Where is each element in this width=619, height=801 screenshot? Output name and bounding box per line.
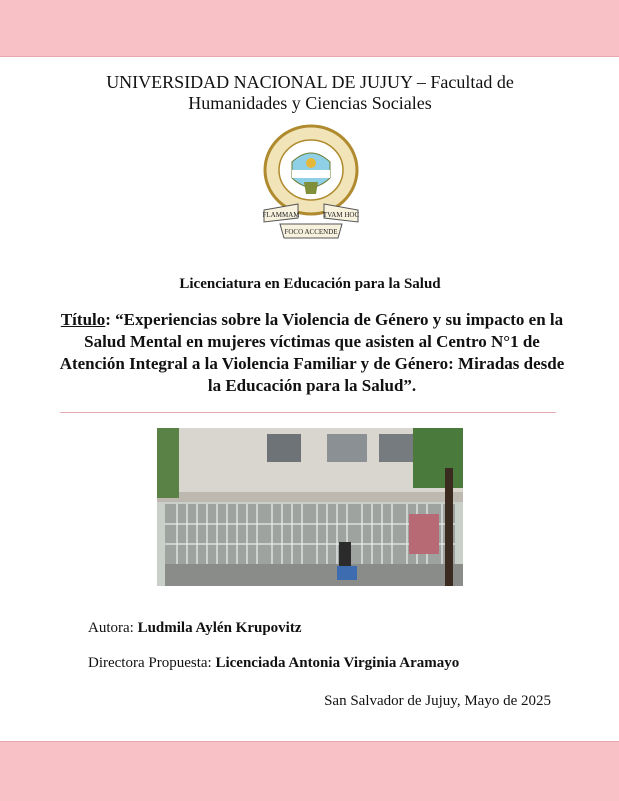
director-line xyxy=(88,655,459,672)
university-seal xyxy=(258,122,364,244)
university-name: UNIVERSIDAD NACIONAL DE JUJUY – Facultad de xyxy=(106,72,514,92)
divider xyxy=(60,412,556,413)
title-label: Título xyxy=(60,310,106,329)
svg-text:FOCO ACCENDE: FOCO ACCENDE xyxy=(284,228,338,236)
author-name: Ludmila Aylén Krupovitz xyxy=(137,620,302,636)
top-pink-band xyxy=(0,0,619,57)
career-name: Licenciatura en Educación para la Salud xyxy=(179,276,441,292)
title-text: “Experiencias sobre la Violencia de Género y su impacto en la Salud Mental en mujeres víctimas que asisten al Centro N°1 de Atención Integral a la Violencia Familiar y de Género: Miradas desde la Educación para la Salud”. xyxy=(59,310,565,395)
author-line xyxy=(88,620,302,637)
faculty-name: Humanidades y Ciencias Sociales xyxy=(188,93,432,113)
svg-text:TVAM HOC: TVAM HOC xyxy=(322,211,360,219)
svg-text:FLAMMAM: FLAMMAM xyxy=(262,211,300,219)
author-label: Autora: xyxy=(88,620,138,636)
director-label: Directora Propuesta: xyxy=(88,655,216,671)
title-separator: : xyxy=(105,310,111,329)
thesis-title xyxy=(58,309,566,397)
bottom-pink-band xyxy=(0,741,619,801)
place-and-date: San Salvador de Jujuy, Mayo de 2025 xyxy=(324,693,551,709)
director-name: Licenciada Antonia Virginia Aramayo xyxy=(215,655,460,671)
building-photo xyxy=(157,428,463,586)
university-heading xyxy=(40,72,580,114)
